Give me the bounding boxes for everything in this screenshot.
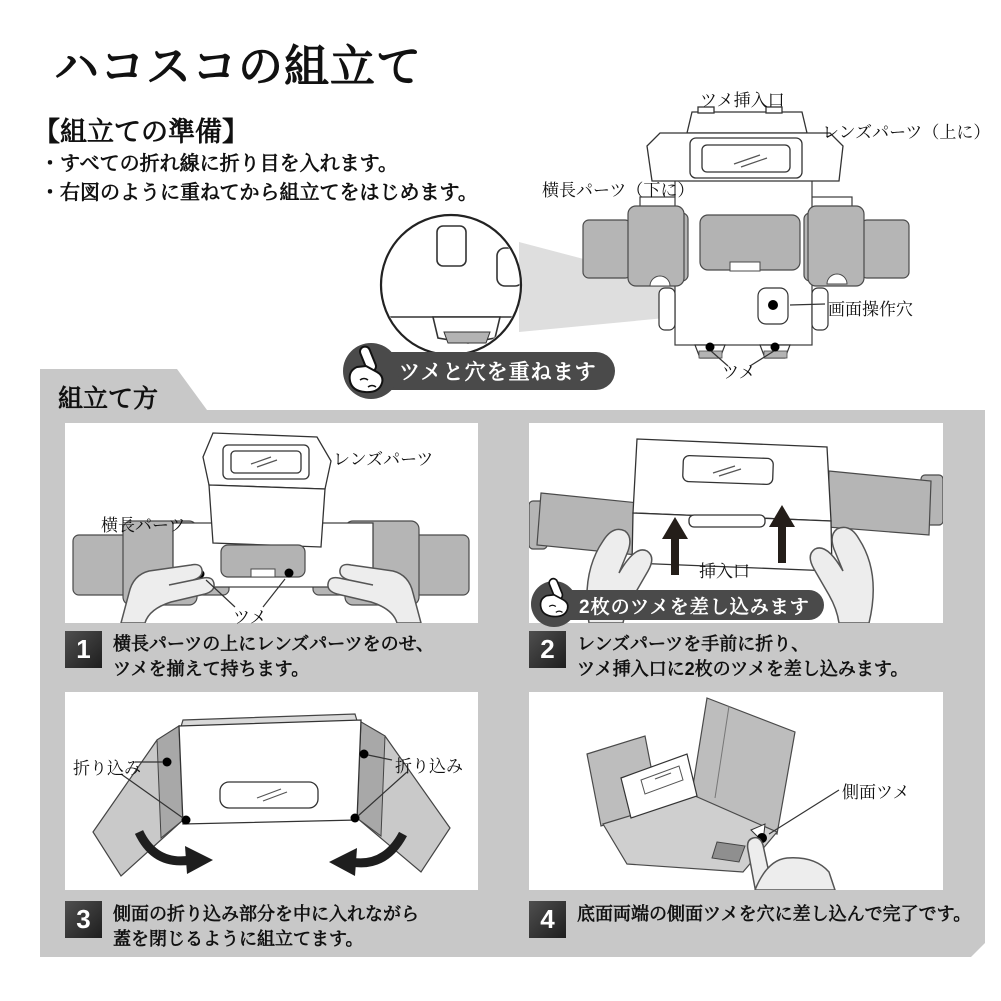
step3-figure (65, 692, 478, 890)
step2-caption (529, 631, 909, 682)
fold-dot (182, 816, 191, 825)
step-caption-line: 横長パーツの上にレンズパーツをのせ、 (113, 634, 435, 654)
step3-diagram (65, 692, 478, 890)
step-caption-line: 底面両端の側面ツメを穴に差し込んで完了です。 (577, 904, 972, 924)
tab-dot (285, 569, 294, 578)
label-tab-slot: ツメ挿入口 (700, 91, 785, 110)
step-number-badge: 3 (65, 901, 102, 938)
label-side-tab: 側面ツメ (842, 783, 910, 802)
label-screen-hole: 画面操作穴 (828, 300, 913, 319)
step3-caption (65, 901, 419, 952)
tab-dot (706, 343, 715, 352)
step1-caption (65, 631, 434, 682)
hint-badge-overlap (345, 352, 615, 390)
fold-dot (351, 814, 360, 823)
label-slot: 挿入口 (699, 562, 750, 581)
label-wide-part: 横長パーツ (101, 516, 186, 535)
label-tabs: ツメ (233, 608, 267, 627)
step-caption-line: ツメを揃えて持ちます。 (113, 659, 310, 679)
step-caption-line: 蓋を閉じるように組立てます。 (113, 929, 364, 949)
hint-badge-insert (533, 590, 824, 620)
hint-badge-text: 2枚のツメを差し込みます (579, 596, 810, 618)
step4-caption (529, 901, 971, 938)
step1-figure (65, 423, 478, 627)
lens-part-top (647, 107, 843, 181)
preparation-figure (330, 80, 1001, 390)
step-number-badge: 4 (529, 901, 566, 938)
step-number-badge: 2 (529, 631, 566, 668)
label-wide-part: 横長パーツ（下に） (542, 181, 695, 200)
hint-badge-text: ツメと穴を重ねます (399, 361, 597, 384)
step2-figure (529, 423, 943, 623)
step4-figure (529, 692, 943, 890)
assembly-heading: 組立て方 (58, 385, 159, 413)
fold-dot (360, 750, 369, 759)
label-lens-part: レンズパーツ（上に） (822, 123, 991, 142)
bottom-hole (712, 842, 745, 862)
hands (748, 838, 835, 890)
label-fold-right: 折り込み (395, 757, 463, 776)
lens-part-upright (203, 433, 331, 547)
label-fold-left: 折り込み (73, 759, 141, 778)
step-caption-line: 側面の折り込み部分を中に入れながら (113, 904, 419, 924)
step-number-badge: 1 (65, 631, 102, 668)
bullet-line: ・すべての折れ線に折り目を入れます。 (40, 153, 398, 175)
pointing-hand-icon (531, 581, 577, 627)
step-caption-line: ツメ挿入口に2枚のツメを差し込みます。 (577, 659, 909, 679)
page-title: ハコスコの組立て (54, 41, 423, 92)
pointing-hand-icon (343, 343, 399, 399)
label-lens-part: レンズパーツ (333, 450, 434, 469)
bullet-line: ・右図のように重ねてから組立てをはじめます。 (40, 182, 478, 204)
screen-hole-dot (768, 300, 778, 310)
label-tabs: ツメ (722, 363, 756, 382)
magnifier-circle (381, 215, 523, 355)
fold-dot (163, 758, 172, 767)
preparation-heading: 【組立ての準備】 (33, 117, 249, 147)
lens-part-folded (632, 439, 832, 571)
fold-arrows (139, 832, 403, 876)
tab-dot (771, 343, 780, 352)
step-caption-line: レンズパーツを手前に折り、 (577, 634, 810, 654)
